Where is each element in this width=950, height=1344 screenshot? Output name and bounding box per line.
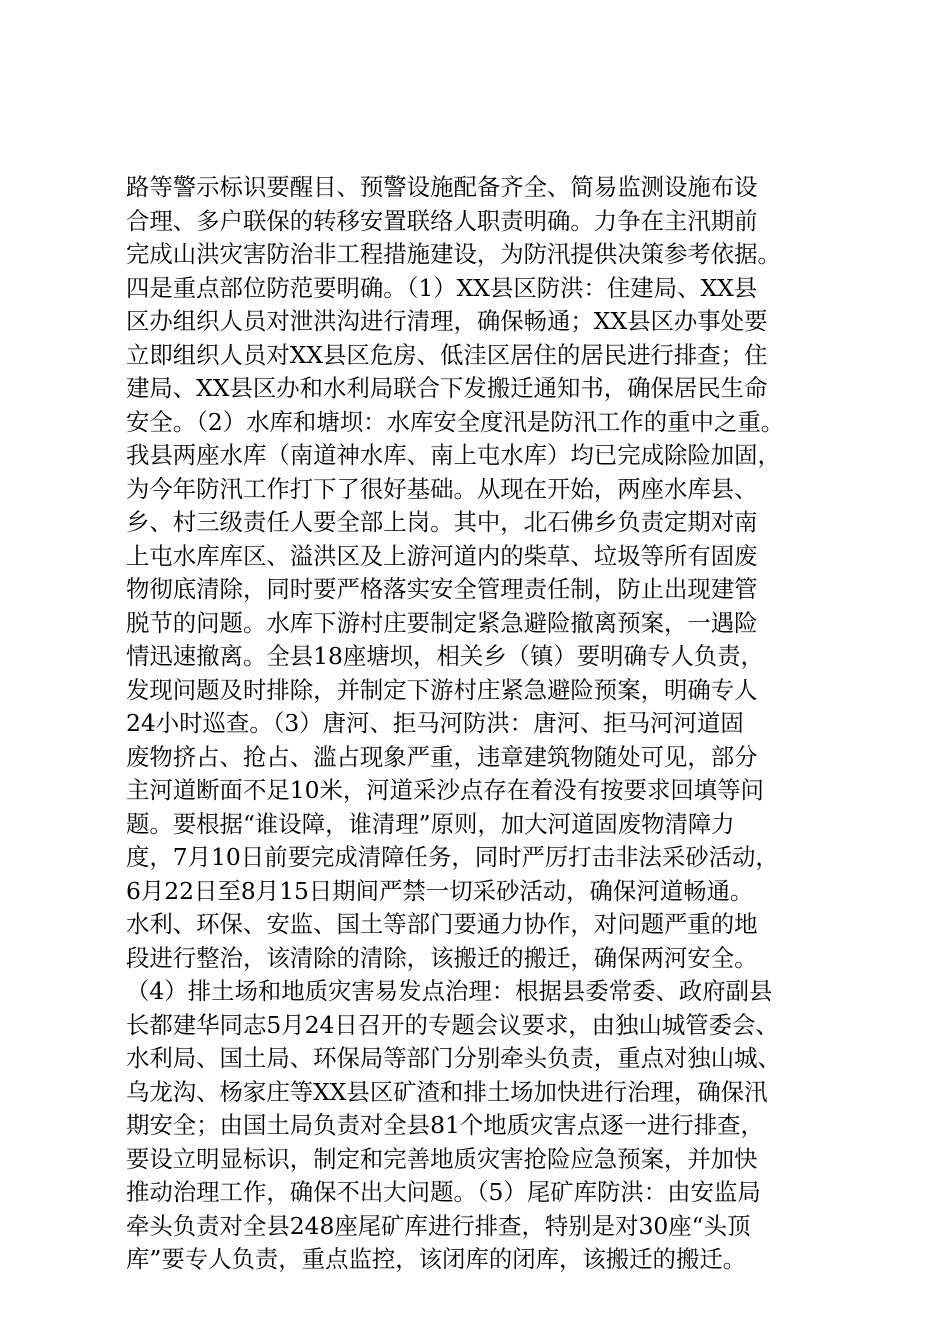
text-line: 24小时巡查。（3）唐河、拒马河防洪：唐河、拒马河河道固 [126, 709, 744, 737]
text-line: 合理、多户联保的转移安置联络人职责明确。力争在主汛期前 [126, 206, 758, 235]
text-line: 路等警示标识要醒目、预警设施配备齐全、简易监测设施布设 [126, 173, 758, 201]
text-line: 乡、村三级责任人要全部上岗。其中，北石佛乡负责定期对南 [126, 508, 758, 536]
text-line: 题。要根据“谁设障，谁清理”原则，加大河道固废物清障力 [126, 809, 735, 838]
text-line: 废物挤占、抢占、滥占现象严重，违章建筑物随处可见，部分 [126, 742, 758, 771]
text-line: 度，7月10日前要完成清障任务，同时严厉打击非法采砂活动， [126, 843, 779, 871]
text-line: 库”要专人负责，重点监控，该闭库的闭库，该搬迁的搬迁。 [126, 1245, 747, 1273]
text-line: 区办组织人员对泄洪沟进行清理，确保畅通；XX县区办事处要 [126, 307, 768, 335]
text-line: 牵头负责对全县248座尾矿库进行排查，特别是对30座“头顶 [126, 1211, 751, 1240]
text-line: 我县两座水库（南道神水库、南上屯水库）均已完成除险加固， [126, 441, 781, 469]
text-line: 脱节的问题。水库下游村庄要制定紧急避险撤离预案，一遇险 [126, 608, 758, 637]
text-line: 建局、XX县区办和水利局联合下发搬迁通知书，确保居民生命 [126, 374, 768, 402]
text-line: 立即组织人员对XX县区危房、低洼区居住的居民进行排查；住 [126, 340, 768, 369]
text-line: 物彻底清除，同时要严格落实安全管理责任制，防止出现建管 [126, 575, 758, 603]
text-line: 推动治理工作，确保不出大问题。（5）尾矿库防洪：由安监局 [126, 1178, 761, 1206]
text-line: 期安全；由国土局负责对全县81个地质灾害点逐一进行排查， [126, 1111, 764, 1139]
text-line: 发现问题及时排除，并制定下游村庄紧急避险预案，明确专人 [126, 675, 758, 704]
text-line: 乌龙沟、杨家庄等XX县区矿渣和排土场加快进行治理，确保汛 [126, 1077, 768, 1106]
text-line: 长都建华同志5月24日召开的专题会议要求，由独山城管委会、 [126, 1010, 779, 1039]
text-line: 为今年防汛工作打下了很好基础。从现在开始，两座水库县、 [126, 474, 758, 503]
text-line: 要设立明显标识，制定和完善地质灾害抢险应急预案，并加快 [126, 1144, 758, 1173]
text-line: 情迅速撤离。全县18座塘坝，相关乡（镇）要明确专人负责， [126, 642, 764, 670]
text-line: 完成山洪灾害防治非工程措施建设，为防汛提供决策参考依据。 [126, 240, 781, 268]
text-line: 四是重点部位防范要明确。（1）XX县区防洪：住建局、XX县 [126, 273, 758, 302]
text-line: 上屯水库库区、溢洪区及上游河道内的柴草、垃圾等所有固废 [126, 541, 758, 570]
text-line: 水利局、国土局、环保局等部门分别牵头负责，重点对独山城、 [126, 1044, 781, 1072]
text-line: 6月22日至8月15日期间严禁一切采砂活动，确保河道畅通。 [126, 876, 754, 905]
text-line: （4）排土场和地质灾害易发点治理：根据县委常委、政府副县 [126, 977, 773, 1005]
text-line: 段进行整治，该清除的清除，该搬迁的搬迁，确保两河安全。 [126, 943, 758, 972]
body-paragraph [126, 171, 841, 1277]
text-line: 主河道断面不足10米，河道采沙点存在着没有按要求回填等问 [126, 776, 764, 804]
text-line: 安全。（2）水库和塘坝：水库安全度汛是防汛工作的重中之重。 [126, 407, 785, 436]
text-line: 水利、环保、安监、国土等部门要通力协作，对问题严重的地 [126, 910, 758, 938]
